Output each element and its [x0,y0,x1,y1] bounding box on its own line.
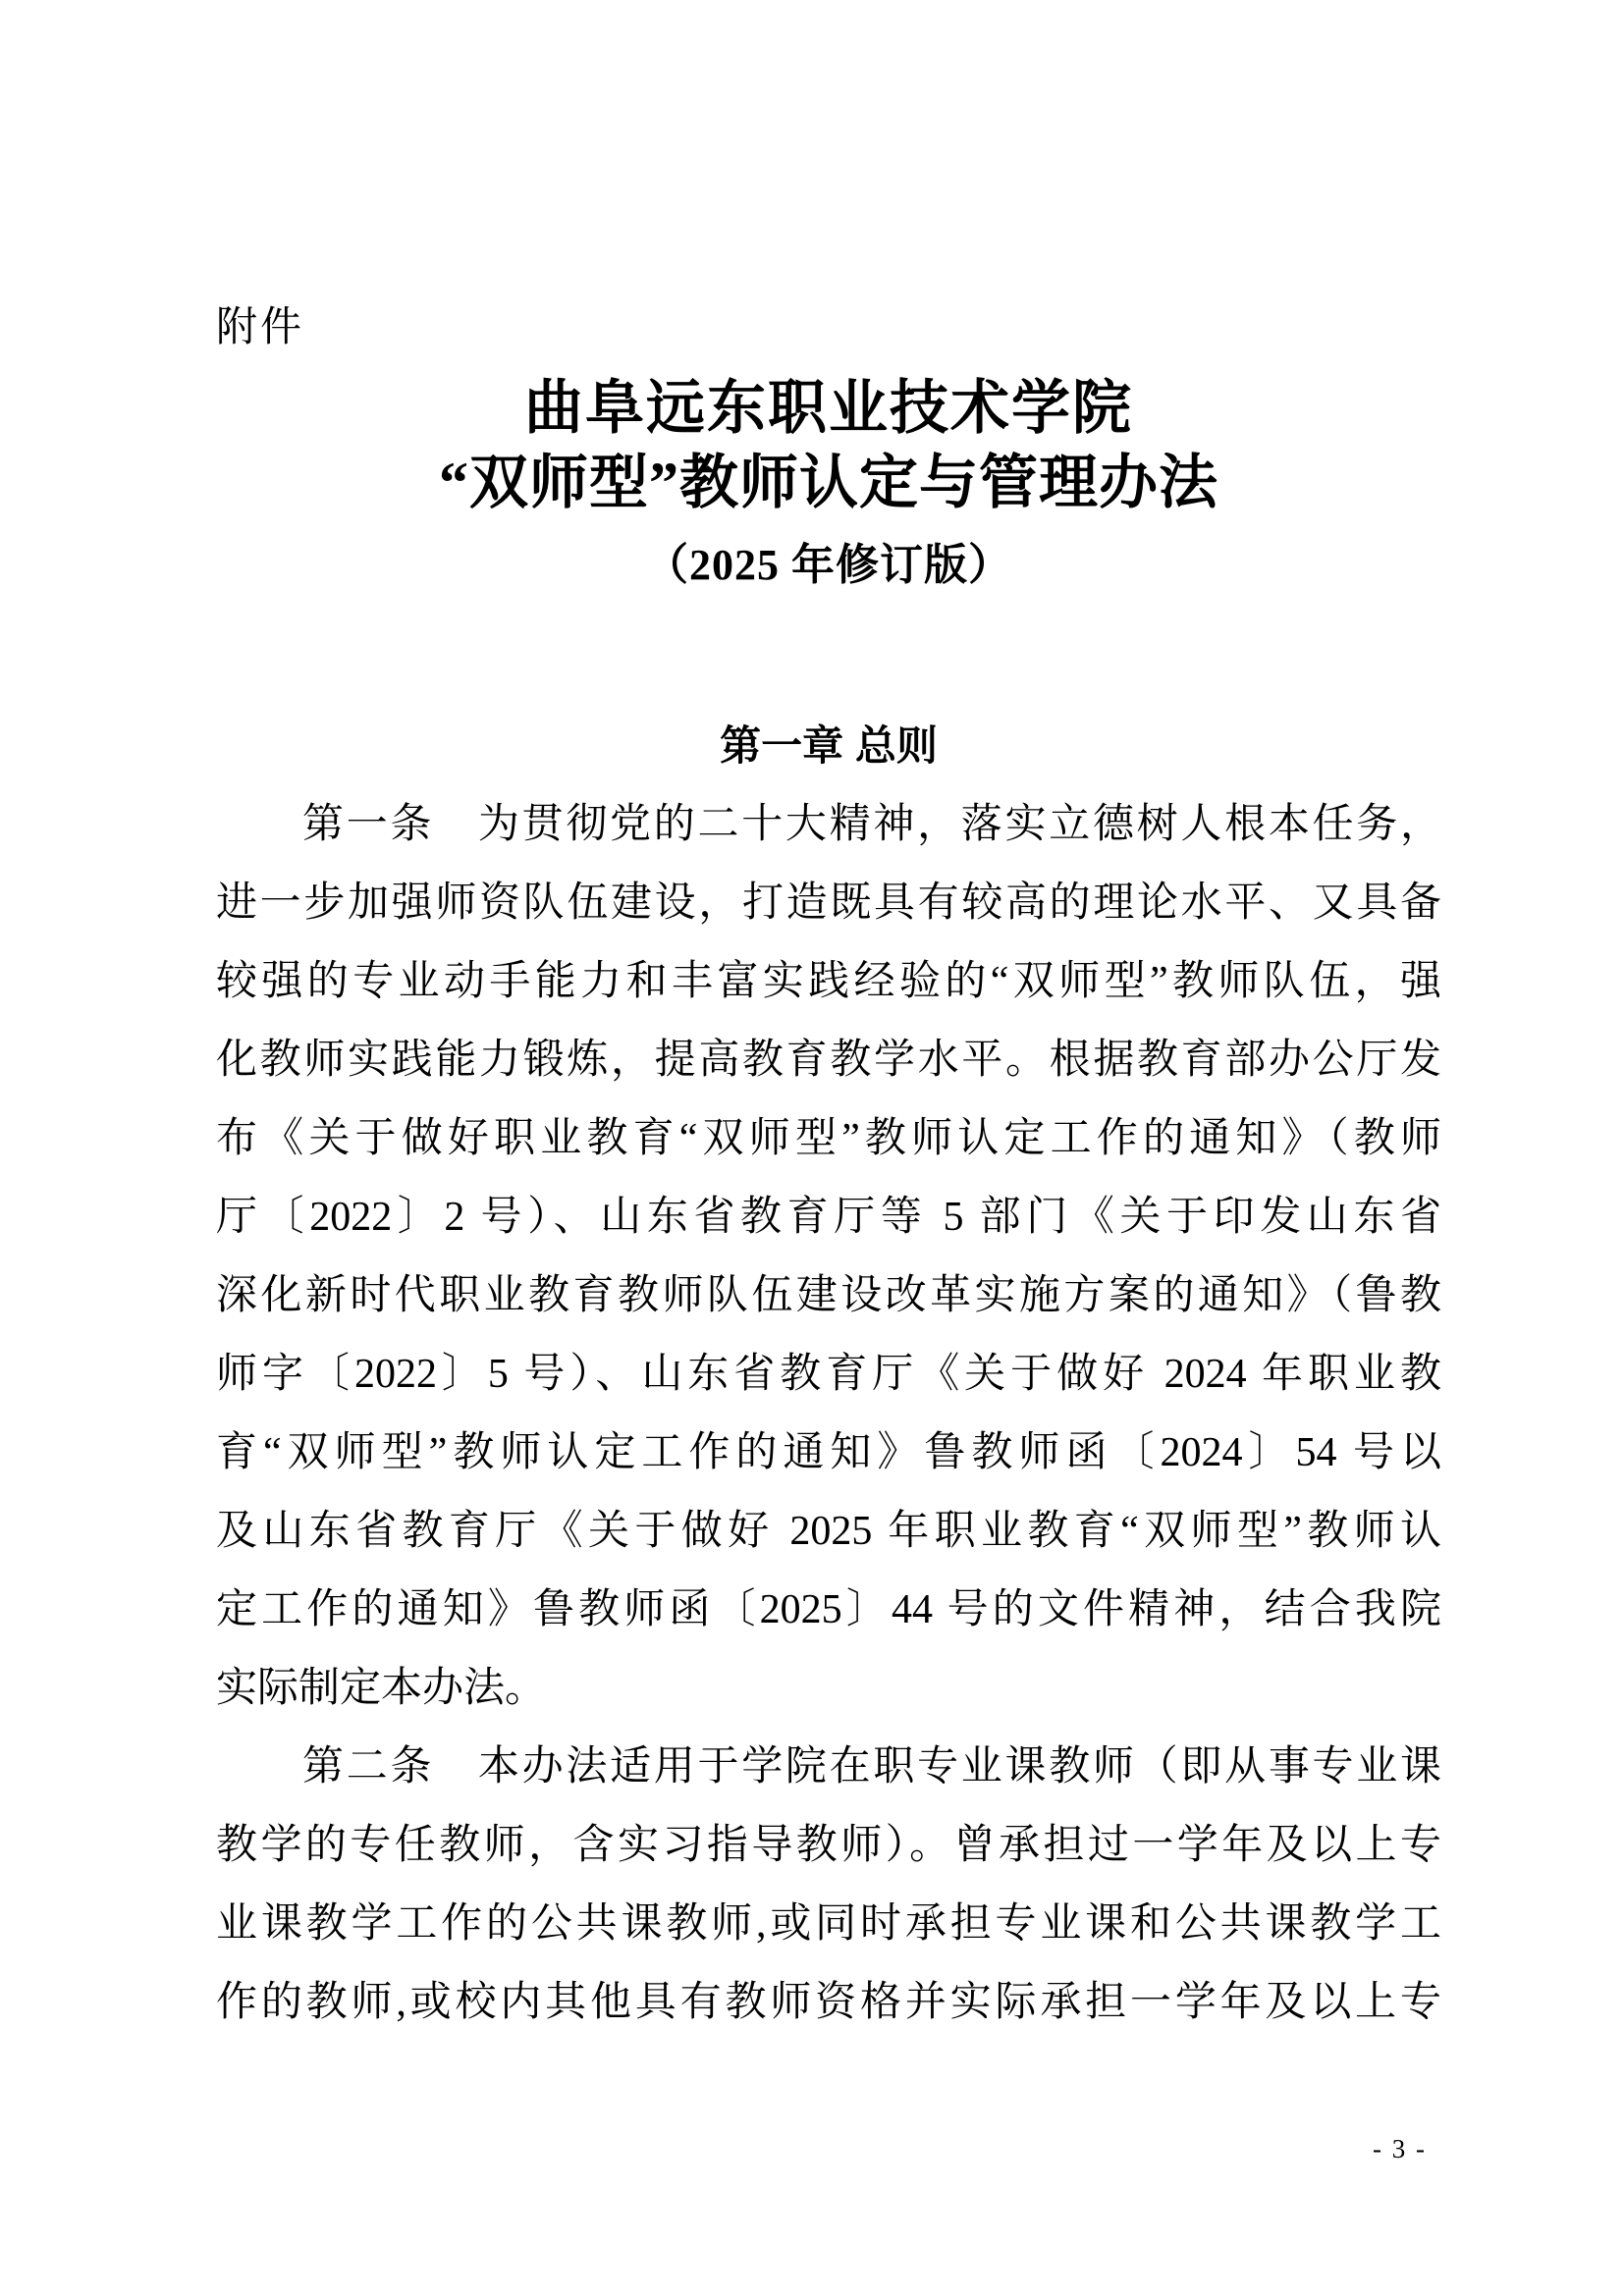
page-number: - 3 - [1373,2134,1427,2163]
body-line: 师字〔2022〕5 号）、山东省教育厅《关于做好 2024 年职业教 [216,1352,1441,1397]
chapter-heading: 第一章 总则 [720,722,938,769]
attachment-label: 附件 [216,303,305,349]
body-line: 业课教学工作的公共课教师,或同时承担专业课和公共课教学工 [216,1901,1441,1947]
document-title-line2: “双师型”教师认定与管理办法 [439,451,1218,515]
body-line: 第二条 本办法适用于学院在职专业课教师（即从事专业课 [302,1744,1441,1789]
body-line: 深化新时代职业教育教师队伍建设改革实施方案的通知》（鲁教 [216,1273,1441,1318]
document-subtitle: （2025 年修订版） [645,541,1012,589]
body-text [216,785,1441,2042]
body-line: 及山东省教育厅《关于做好 2025 年职业教育“双师型”教师认 [216,1509,1441,1554]
body-line: 布《关于做好职业教育“双师型”教师认定工作的通知》（教师 [216,1116,1441,1161]
body-line: 第一条 为贯彻党的二十大精神，落实立德树人根本任务， [302,802,1441,847]
document-title-line1: 曲阜远东职业技术学院 [524,376,1133,441]
body-line: 教学的专任教师，含实习指导教师）。曾承担过一学年及以上专 [216,1823,1441,1868]
body-line: 作的教师,或校内其他具有教师资格并实际承担一学年及以上专 [216,1980,1441,2025]
body-line: 厅〔2022〕2 号）、山东省教育厅等 5 部门《关于印发山东省 [216,1195,1441,1240]
body-line: 较强的专业动手能力和丰富实践经验的“双师型”教师队伍，强 [216,959,1441,1004]
body-line: 化教师实践能力锻炼，提高教育教学水平。根据教育部办公厅发 [216,1038,1441,1083]
body-line: 实际制定本办法。 [216,1666,547,1711]
body-line: 定工作的通知》鲁教师函〔2025〕44 号的文件精神，结合我院 [216,1587,1441,1632]
body-line: 育“双师型”教师认定工作的通知》鲁教师函〔2024〕54 号以 [216,1430,1441,1475]
body-line: 进一步加强师资队伍建设，打造既具有较高的理论水平、又具备 [216,881,1441,926]
